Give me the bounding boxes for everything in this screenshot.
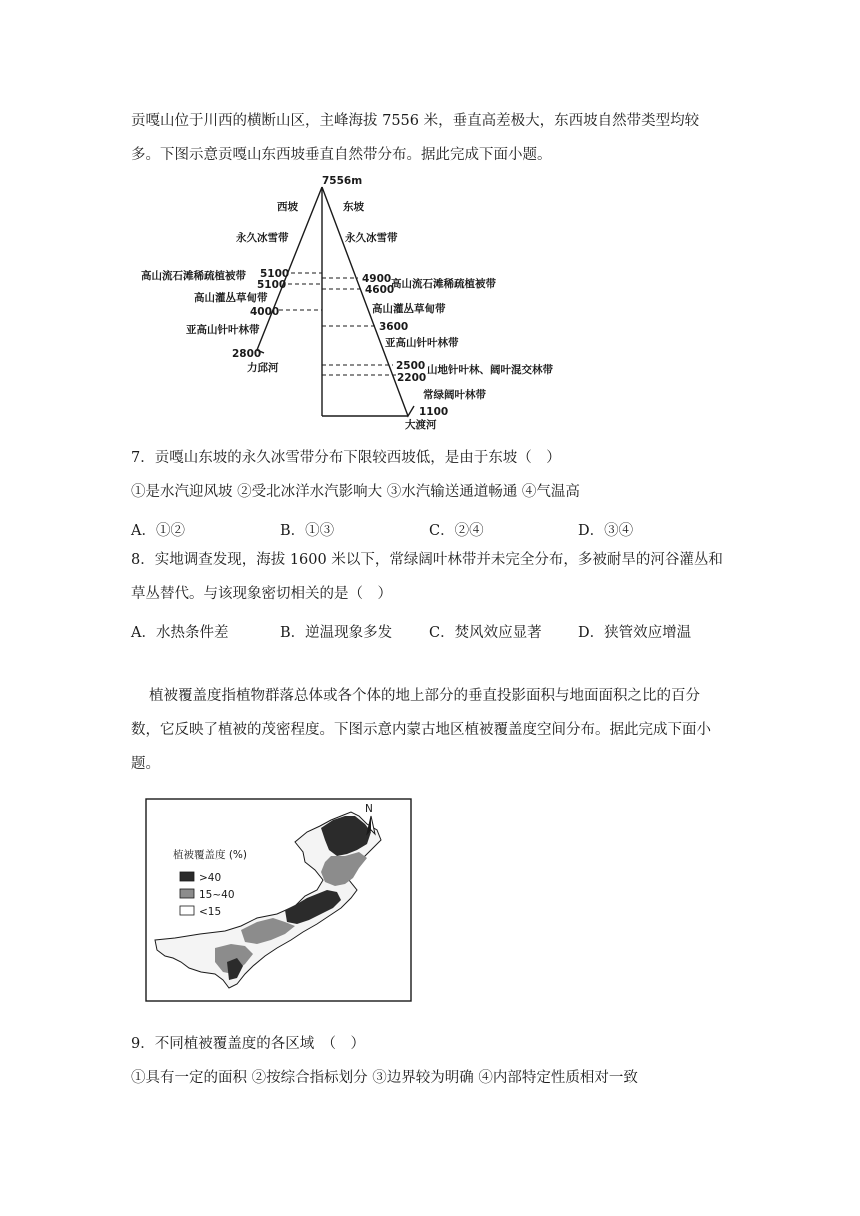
- east-zone-mixed: 山地针叶林、阔叶混交林带: [427, 364, 553, 376]
- east-zone-snow: 永久冰雪带: [345, 232, 398, 244]
- q8-line1: 8．实地调查发现，海拔 1600 米以下，常绿阔叶林带并未完全分布，多被耐旱的河谷灌丛和: [131, 552, 723, 568]
- west-alt-5100b: 5100: [257, 279, 287, 291]
- west-alt-2800: 2800: [232, 348, 262, 360]
- legend-label-low: <15: [199, 906, 222, 918]
- intro2-line1: 植被覆盖度指植物群落总体或各个体的地上部分的垂直投影面积与地面面积之比的百分: [149, 688, 700, 704]
- q8-option-a[interactable]: A．水热条件差: [131, 625, 229, 641]
- legend-swatch-mid: [180, 889, 194, 898]
- west-zone-snow: 永久冰雪带: [236, 232, 289, 244]
- q7-option-c[interactable]: C．②④: [429, 523, 484, 539]
- east-alt-3600: 3600: [379, 321, 409, 333]
- east-alt-4600: 4600: [365, 284, 395, 296]
- legend-label-mid: 15~40: [199, 889, 235, 901]
- east-zone-meadow: 高山灌丛草甸带: [372, 303, 446, 315]
- west-zone-scree: 高山流石滩稀疏植被带: [141, 270, 246, 282]
- legend-swatch-low: [180, 906, 194, 915]
- intro2-line2: 数，它反映了植被的茂密程度。下图示意内蒙古地区植被覆盖度空间分布。据此完成下面小: [131, 722, 711, 738]
- east-zone-subalpine: 亚高山针叶林带: [385, 337, 459, 349]
- q7-option-d[interactable]: D．③④: [578, 523, 634, 539]
- q9-items: ①具有一定的面积 ②按综合指标划分 ③边界较为明确 ④内部特定性质相对一致: [131, 1070, 638, 1086]
- west-zone-meadow: 高山灌丛草甸带: [194, 292, 268, 304]
- east-river: 大渡河: [405, 419, 437, 431]
- legend-label-high: >40: [199, 872, 222, 884]
- vegetation-coverage-map: [145, 798, 413, 1003]
- west-river: 力邱河: [247, 362, 279, 374]
- gongga-vertical-zone-diagram: [131, 170, 611, 432]
- east-alt-1100: 1100: [419, 406, 449, 418]
- legend-swatch-high: [180, 872, 194, 881]
- q7-option-b[interactable]: B．①③: [280, 523, 335, 539]
- west-alt-4000: 4000: [250, 306, 280, 318]
- east-slope-label: 东坡: [343, 201, 364, 213]
- q8-line2: 草丛替代。与该现象密切相关的是（ ）: [131, 586, 392, 602]
- q7-items: ①是水汽迎风坡 ②受北冰洋水汽影响大 ③水汽输送通道畅通 ④气温高: [131, 484, 580, 500]
- q7-stem: 7．贡嘎山东坡的永久冰雪带分布下限较西坡低，是由于东坡（ ）: [131, 450, 561, 466]
- q9-stem: 9．不同植被覆盖度的各区域 （ ）: [131, 1036, 365, 1052]
- q7-option-a[interactable]: A．①②: [131, 523, 185, 539]
- q8-option-b[interactable]: B．逆温现象多发: [280, 625, 393, 641]
- q8-option-d[interactable]: D．狭管效应增温: [578, 625, 692, 641]
- west-zone-subalpine: 亚高山针叶林带: [186, 324, 260, 336]
- intro1-line2: 多。下图示意贡嘎山东西坡垂直自然带分布。据此完成下面小题。: [131, 147, 552, 163]
- intro2-line3: 题。: [131, 756, 160, 772]
- q8-option-c[interactable]: C．焚风效应显著: [429, 625, 542, 641]
- legend-title: 植被覆盖度 (%): [173, 849, 248, 861]
- intro1-line1: 贡嘎山位于川西的横断山区，主峰海拔 7556 米，垂直高差极大，东西坡自然带类型均较: [131, 113, 700, 129]
- east-zone-evergreen: 常绿阔叶林带: [423, 389, 486, 401]
- east-alt-2200: 2200: [397, 372, 427, 384]
- east-alt-2500: 2500: [396, 360, 426, 372]
- peak-label: 7556m: [322, 175, 363, 187]
- north-label: N: [365, 803, 373, 815]
- east-alt-4900: 4900: [362, 273, 392, 285]
- west-slope-label: 西坡: [277, 201, 298, 213]
- east-zone-scree: 高山流石滩稀疏植被带: [391, 278, 496, 290]
- west-alt-5100a: 5100: [260, 268, 290, 280]
